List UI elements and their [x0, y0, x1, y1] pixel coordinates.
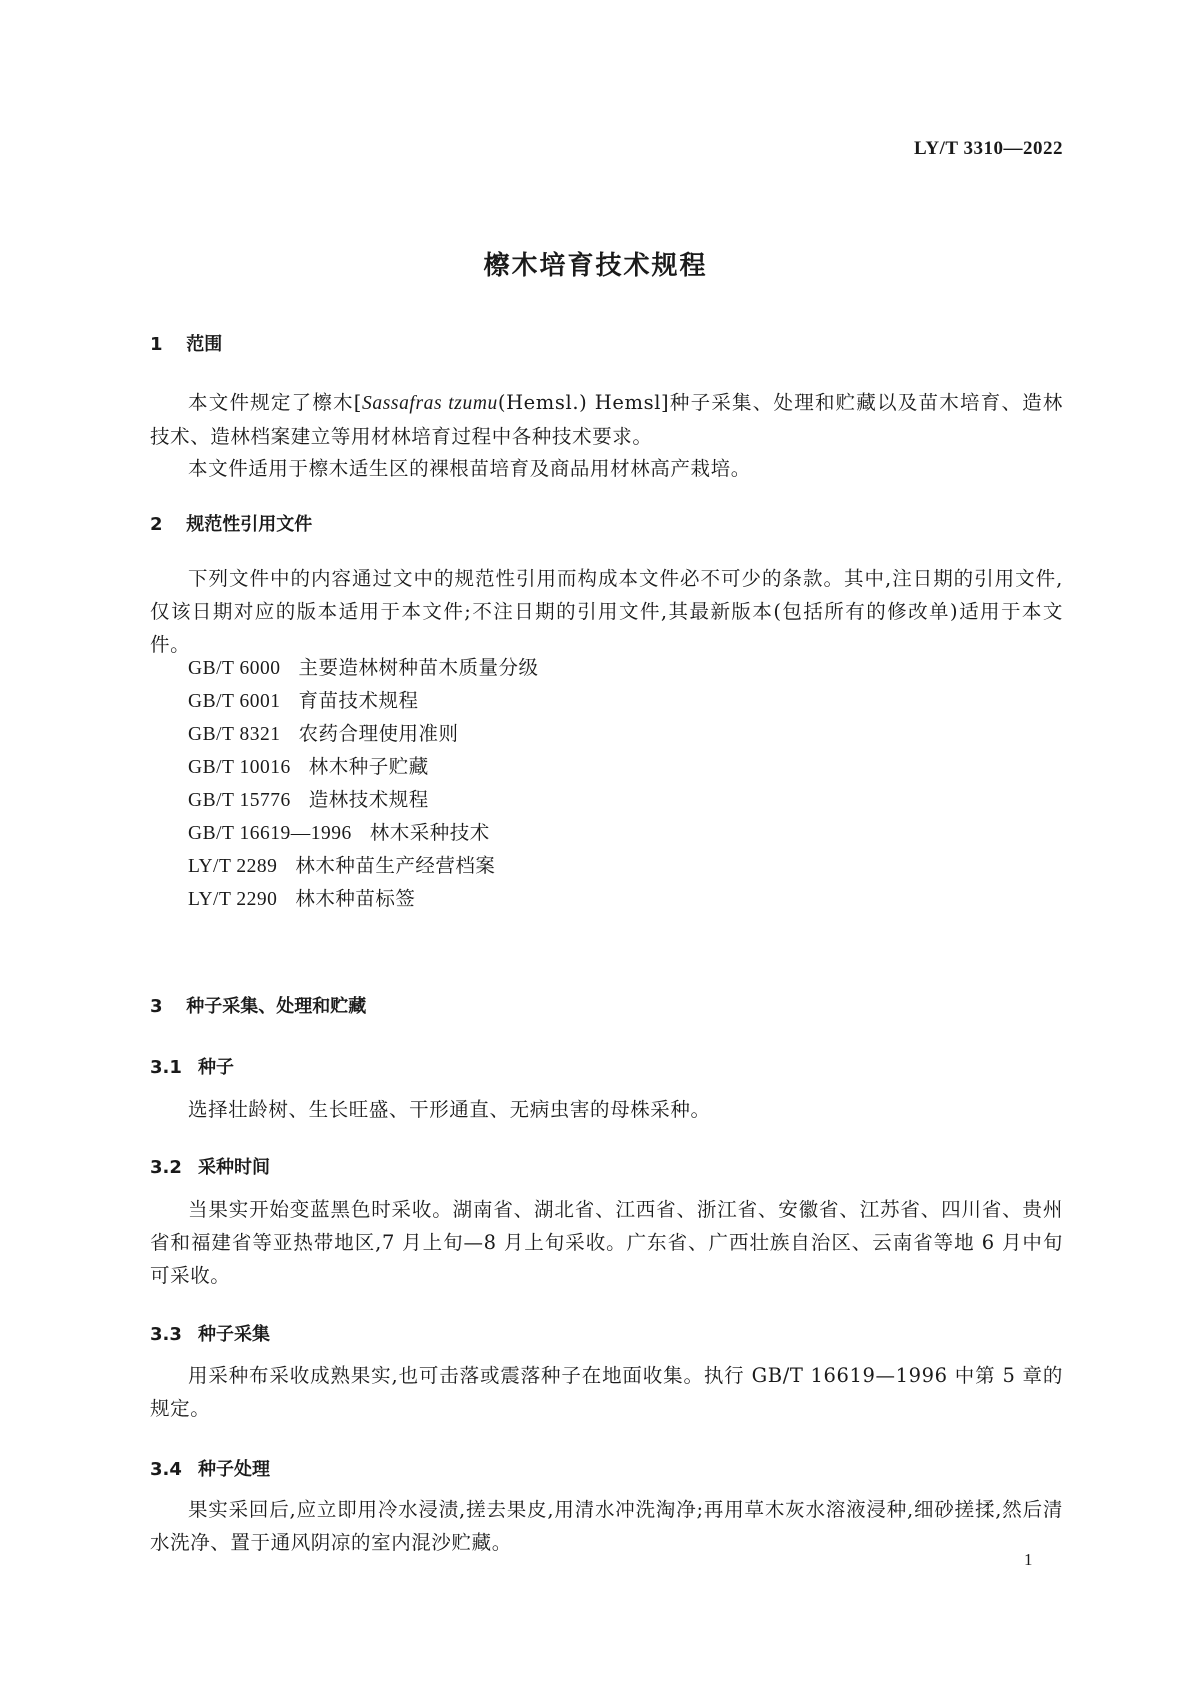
ref-code: GB/T 16619—1996: [188, 823, 352, 844]
latin-name: Sassafras tzumu: [362, 393, 498, 414]
section-title: 采种时间: [198, 1157, 270, 1178]
reference-item: [188, 718, 538, 751]
section-number: 3.2: [150, 1157, 182, 1178]
section-3-4-paragraph: 果实采回后,应立即用冷水浸渍,搓去果皮,用清水冲洗淘净;再用草木灰水溶液浸种,细砂搓揉,然后清水洗净、置于通风阴凉的室内混沙贮藏。: [150, 1498, 1063, 1554]
reference-item: [188, 784, 538, 817]
section-3-2-heading: [150, 1153, 270, 1179]
section-title: 种子采集、处理和贮藏: [186, 996, 367, 1017]
reference-item: [188, 685, 538, 718]
reference-item: [188, 751, 538, 784]
ref-title: 林木采种技术: [369, 821, 490, 844]
section-3-3-heading: [150, 1320, 270, 1346]
section-number: 3: [150, 996, 163, 1017]
section-number: 1: [150, 334, 163, 355]
text: 本文件规定了檫木[: [188, 391, 362, 414]
section-3-1-heading: [150, 1053, 234, 1079]
ref-title: 农药合理使用准则: [298, 722, 459, 745]
ref-code: LY/T 2290: [188, 889, 278, 910]
ref-code: GB/T 15776: [188, 790, 291, 811]
section-1-paragraph-1: [150, 386, 1063, 453]
section-2-heading: [150, 510, 312, 536]
reference-item: [188, 817, 538, 850]
section-title: 种子: [198, 1057, 234, 1078]
ref-code: GB/T 10016: [188, 757, 291, 778]
section-title: 规范性引用文件: [186, 514, 313, 535]
ref-code: GB/T 6000: [188, 658, 281, 679]
section-number: 3.1: [150, 1057, 182, 1078]
text: (Hemsl.) Hemsl]种子采集、处理和贮藏以及苗木培育、造林技术、造林档案建立等用材林培育过程中各种技术要求。: [150, 391, 1063, 448]
reference-item: [188, 883, 538, 916]
page-number: 1: [1024, 1550, 1033, 1569]
reference-list: [188, 652, 538, 916]
standard-code-header: LY/T 3310—2022: [913, 138, 1063, 159]
section-1-paragraph-2: 本文件适用于檫木适生区的裸根苗培育及商品用材林高产栽培。: [188, 457, 751, 480]
section-3-2-paragraph: 当果实开始变蓝黑色时采收。湖南省、湖北省、江西省、浙江省、安徽省、江苏省、四川省、贵州省和福建省等亚热带地区,7 月上旬—8 月上旬采收。广东省、广西壮族自治区、云南省等地 6 月中旬可采收。: [150, 1198, 1063, 1287]
ref-title: 林木种苗标签: [295, 887, 416, 910]
section-3-1-paragraph: 选择壮龄树、生长旺盛、干形通直、无病虫害的母株采种。: [188, 1098, 711, 1121]
section-3-3-paragraph: 用采种布采收成熟果实,也可击落或震落种子在地面收集。执行 GB/T 16619—1996 中第 5 章的规定。: [150, 1364, 1063, 1420]
reference-item: [188, 850, 538, 883]
section-number: 3.4: [150, 1459, 182, 1480]
document-title: 檫木培育技术规程: [483, 251, 708, 281]
reference-item: [188, 652, 538, 685]
section-3-4-heading: [150, 1455, 270, 1481]
section-title: 种子采集: [198, 1324, 270, 1345]
ref-title: 育苗技术规程: [298, 689, 419, 712]
ref-code: GB/T 8321: [188, 724, 281, 745]
section-title: 种子处理: [198, 1459, 270, 1480]
section-number: 2: [150, 514, 163, 535]
ref-title: 造林技术规程: [308, 788, 429, 811]
ref-title: 主要造林树种苗木质量分级: [298, 656, 539, 679]
section-number: 3.3: [150, 1324, 182, 1345]
ref-title: 林木种子贮藏: [308, 755, 429, 778]
ref-code: GB/T 6001: [188, 691, 281, 712]
ref-code: LY/T 2289: [188, 856, 278, 877]
section-1-heading: [150, 330, 222, 356]
section-2-paragraph: 下列文件中的内容通过文中的规范性引用而构成本文件必不可少的条款。其中,注日期的引用文件,仅该日期对应的版本适用于本文件;不注日期的引用文件,其最新版本(包括所有的修改单)适用于本文件。: [150, 567, 1063, 656]
section-title: 范围: [186, 334, 223, 355]
ref-title: 林木种苗生产经营档案: [295, 854, 496, 877]
section-3-heading: [150, 992, 366, 1018]
